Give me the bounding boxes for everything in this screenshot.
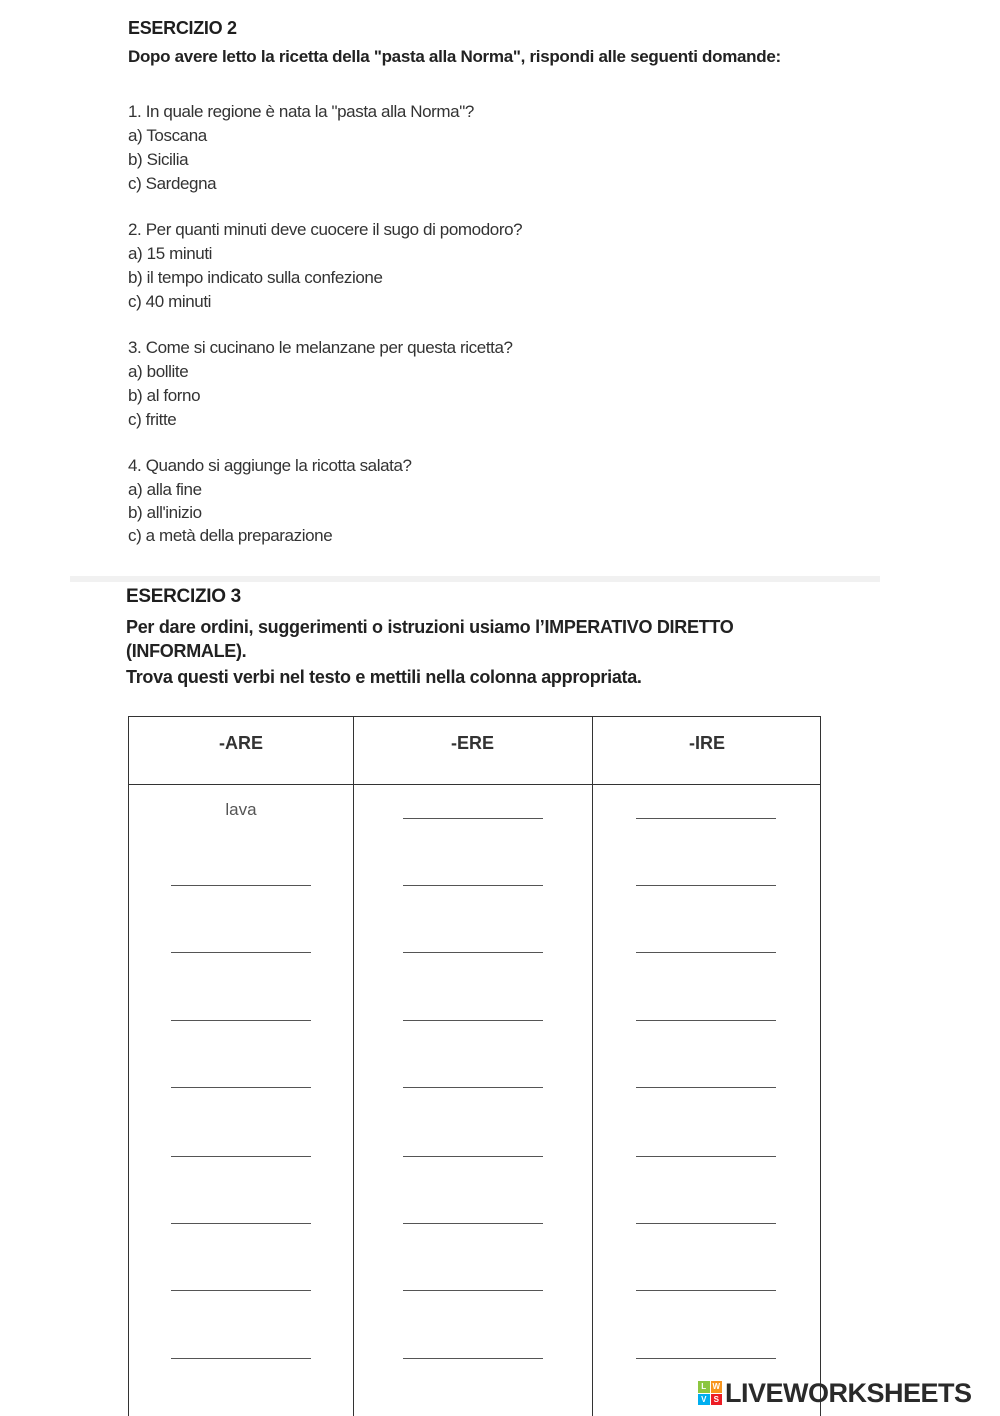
answer-blank[interactable]: [171, 1223, 311, 1224]
answer-blank[interactable]: [636, 885, 776, 886]
answer-blank[interactable]: [636, 1156, 776, 1157]
exercise-3-intro: Per dare ordini, suggerimenti o istruzioni usiamo l’IMPERATIVO DIRETTO (INFORMALE).: [126, 617, 734, 661]
header-are: -ARE: [219, 733, 263, 753]
answer-blank[interactable]: [403, 818, 543, 819]
answer-blank[interactable]: [403, 885, 543, 886]
exercise-2-intro: Dopo avere letto la ricetta della "pasta alla Norma", rispondi alle seguenti domande:: [128, 47, 781, 66]
answer-blank[interactable]: [636, 952, 776, 953]
answer-blank[interactable]: [403, 952, 543, 953]
answer-blank[interactable]: [403, 1156, 543, 1157]
answer-blank[interactable]: [636, 1358, 776, 1359]
answer-blank[interactable]: [403, 1290, 543, 1291]
answer-blank[interactable]: [403, 1223, 543, 1224]
logo-letter-l: L: [698, 1381, 710, 1393]
answer-blank[interactable]: [171, 1358, 311, 1359]
question-2: 2. Per quanti minuti deve cuocere il sugo di pomodoro?: [128, 220, 523, 239]
question-3-option-a: a) bollite: [128, 362, 189, 381]
answer-blank[interactable]: [403, 1020, 543, 1021]
answer-blank[interactable]: [636, 1223, 776, 1224]
answer-blank[interactable]: [636, 818, 776, 819]
question-3: 3. Come si cucinano le melanzane per questa ricetta?: [128, 338, 513, 357]
column-divider-2: [592, 717, 593, 1416]
header-ere: -ERE: [450, 733, 494, 753]
answer-blank[interactable]: [636, 1290, 776, 1291]
answer-blank[interactable]: [171, 1087, 311, 1088]
page-divider: [70, 576, 880, 582]
question-1-option-b: b) Sicilia: [128, 150, 189, 169]
logo-letter-v: V: [698, 1394, 710, 1406]
liveworksheets-logo: [698, 1378, 972, 1408]
question-3-option-c: c) fritte: [128, 410, 177, 429]
answer-blank[interactable]: [636, 1087, 776, 1088]
exercise-3-title: ESERCIZIO 3: [126, 586, 241, 607]
liveworksheets-text: LIVEWORKSHEETS: [725, 1377, 972, 1408]
question-2-option-b: b) il tempo indicato sulla confezione: [128, 268, 383, 287]
header-ire: -IRE: [689, 733, 725, 753]
answer-blank[interactable]: [171, 952, 311, 953]
question-2-option-a: a) 15 minuti: [128, 244, 213, 263]
exercise-3-instruction: Trova questi verbi nel testo e mettili nella colonna appropriata.: [126, 667, 642, 687]
question-2-option-c: c) 40 minuti: [128, 292, 212, 311]
answer-blank[interactable]: [403, 1358, 543, 1359]
verb-table: [128, 716, 821, 1416]
answer-blank[interactable]: [171, 1290, 311, 1291]
question-1-option-a: a) Toscana: [128, 126, 207, 145]
table-header-divider: [129, 784, 820, 785]
question-4-option-a: a) alla fine: [128, 480, 202, 499]
answer-blank[interactable]: [403, 1087, 543, 1088]
question-1: 1. In quale regione è nata la "pasta alla Norma"?: [128, 102, 474, 121]
question-4-option-b: b) all'inizio: [128, 503, 202, 522]
answer-blank[interactable]: [171, 885, 311, 886]
example-answer: lava: [225, 800, 257, 819]
column-divider-1: [353, 717, 354, 1416]
logo-letter-w: W: [712, 1382, 721, 1391]
answer-blank[interactable]: [636, 1020, 776, 1021]
question-3-option-b: b) al forno: [128, 386, 201, 405]
exercise-2-title: ESERCIZIO 2: [128, 18, 237, 38]
answer-blank[interactable]: [171, 1156, 311, 1157]
question-4-option-c: c) a metà della preparazione: [128, 526, 333, 545]
liveworksheets-logo-icon: [698, 1381, 722, 1405]
logo-letter-s: S: [711, 1394, 723, 1406]
question-4: 4. Quando si aggiunge la ricotta salata?: [128, 456, 412, 475]
answer-blank[interactable]: [171, 1020, 311, 1021]
question-1-option-c: c) Sardegna: [128, 174, 217, 193]
